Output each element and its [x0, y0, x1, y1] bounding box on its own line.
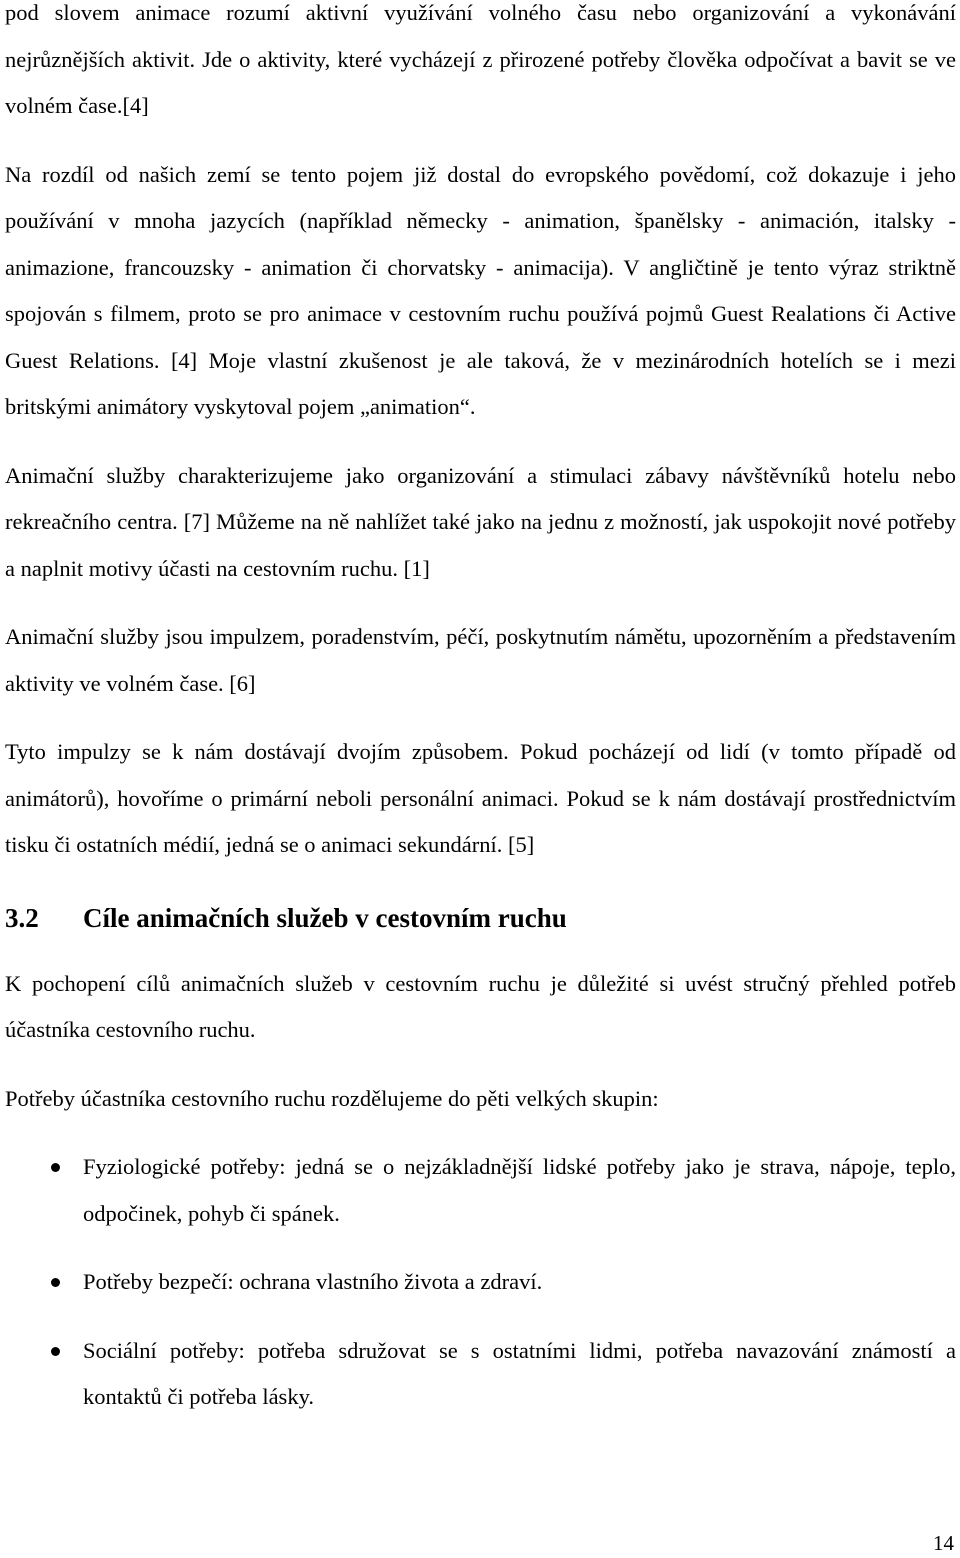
paragraph-pochopeni-cilu: K pochopení cílů animačních služeb v cestovním ruchu je důležité si uvést stručný přehled potřeb účastníka cestovního ruchu.	[5, 970, 956, 1042]
list-item	[5, 1259, 956, 1306]
list-item	[5, 1328, 956, 1421]
paragraph-animace-definition: pod slovem animace rozumí aktivní využívání volného času nebo organizování a vykonávání nejrůznějších aktivit. Jde o aktivity, které vycházejí z přirozené potřeby člověka odpočívat a bavit se ve volném čase.[4]	[5, 0, 956, 118]
paragraph-animacni-sluzby-impulzy: Animační služby jsou impulzem, poradenstvím, péčí, poskytnutím námětu, upozorněním a představením aktivity ve volném čase. [6]	[5, 624, 956, 696]
paragraph-evropske-povedomi: Na rozdíl od našich zemí se tento pojem již dostal do evropského povědomí, což dokazuje i jeho používání v mnoha jazycích (například německy - animation, španělsky - animación, italsky - animazione, francouzsky - animation či chorvatsky - animacija). V angličtině je tento výraz striktně spojován s filmem, proto se pro animace v cestovním ruchu používá pojmů Guest Realations či Active Guest Relations. [4] Moje vlastní zkušenost je ale taková, že v mezinárodních hotelích se i mezi britskými animátory vyskytoval pojem „animation“.	[5, 161, 956, 419]
bullet-icon	[51, 1163, 60, 1172]
section-heading	[5, 895, 956, 941]
section-number: 3.2	[5, 902, 39, 933]
paragraph-primarni-sekundarni-animace: Tyto impulzy se k nám dostávají dvojím způsobem. Pokud pocházejí od lidí (v tomto případě od animátorů), hovoříme o primární neboli personální animaci. Pokud se k nám dostávají prostřednictvím tisku či ostatních médií, jedná se o animaci sekundární. [5]	[5, 739, 956, 857]
list-item-text: Fyziologické potřeby: jedná se o nejzákladnější lidské potřeby jako je strava, nápoje, teplo, odpočinek, pohyb či spánek.	[83, 1154, 956, 1226]
bullet-icon	[51, 1347, 60, 1356]
list-item	[5, 1144, 956, 1237]
page-number: 14	[933, 1531, 954, 1555]
needs-bullet-list	[5, 1144, 956, 1421]
paragraph-animacni-sluzby-charakteristika: Animační služby charakterizujeme jako organizování a stimulaci zábavy návštěvníků hotelu nebo rekreačního centra. [7] Můžeme na ně nahlížet také jako na jednu z možností, jak uspokojit nové potřeby a naplnit motivy účasti na cestovním ruchu. [1]	[5, 462, 956, 581]
paragraph-potreby-intro: Potřeby účastníka cestovního ruchu rozdělujeme do pěti velkých skupin:	[5, 1085, 659, 1111]
list-item-text: Sociální potřeby: potřeba sdružovat se s ostatními lidmi, potřeba navazování známostí a kontaktů či potřeba lásky.	[83, 1337, 956, 1409]
section-title: Cíle animačních služeb v cestovním ruchu	[83, 902, 567, 933]
list-item-text: Potřeby bezpečí: ochrana vlastního života a zdraví.	[83, 1269, 543, 1294]
bullet-icon	[51, 1278, 60, 1287]
